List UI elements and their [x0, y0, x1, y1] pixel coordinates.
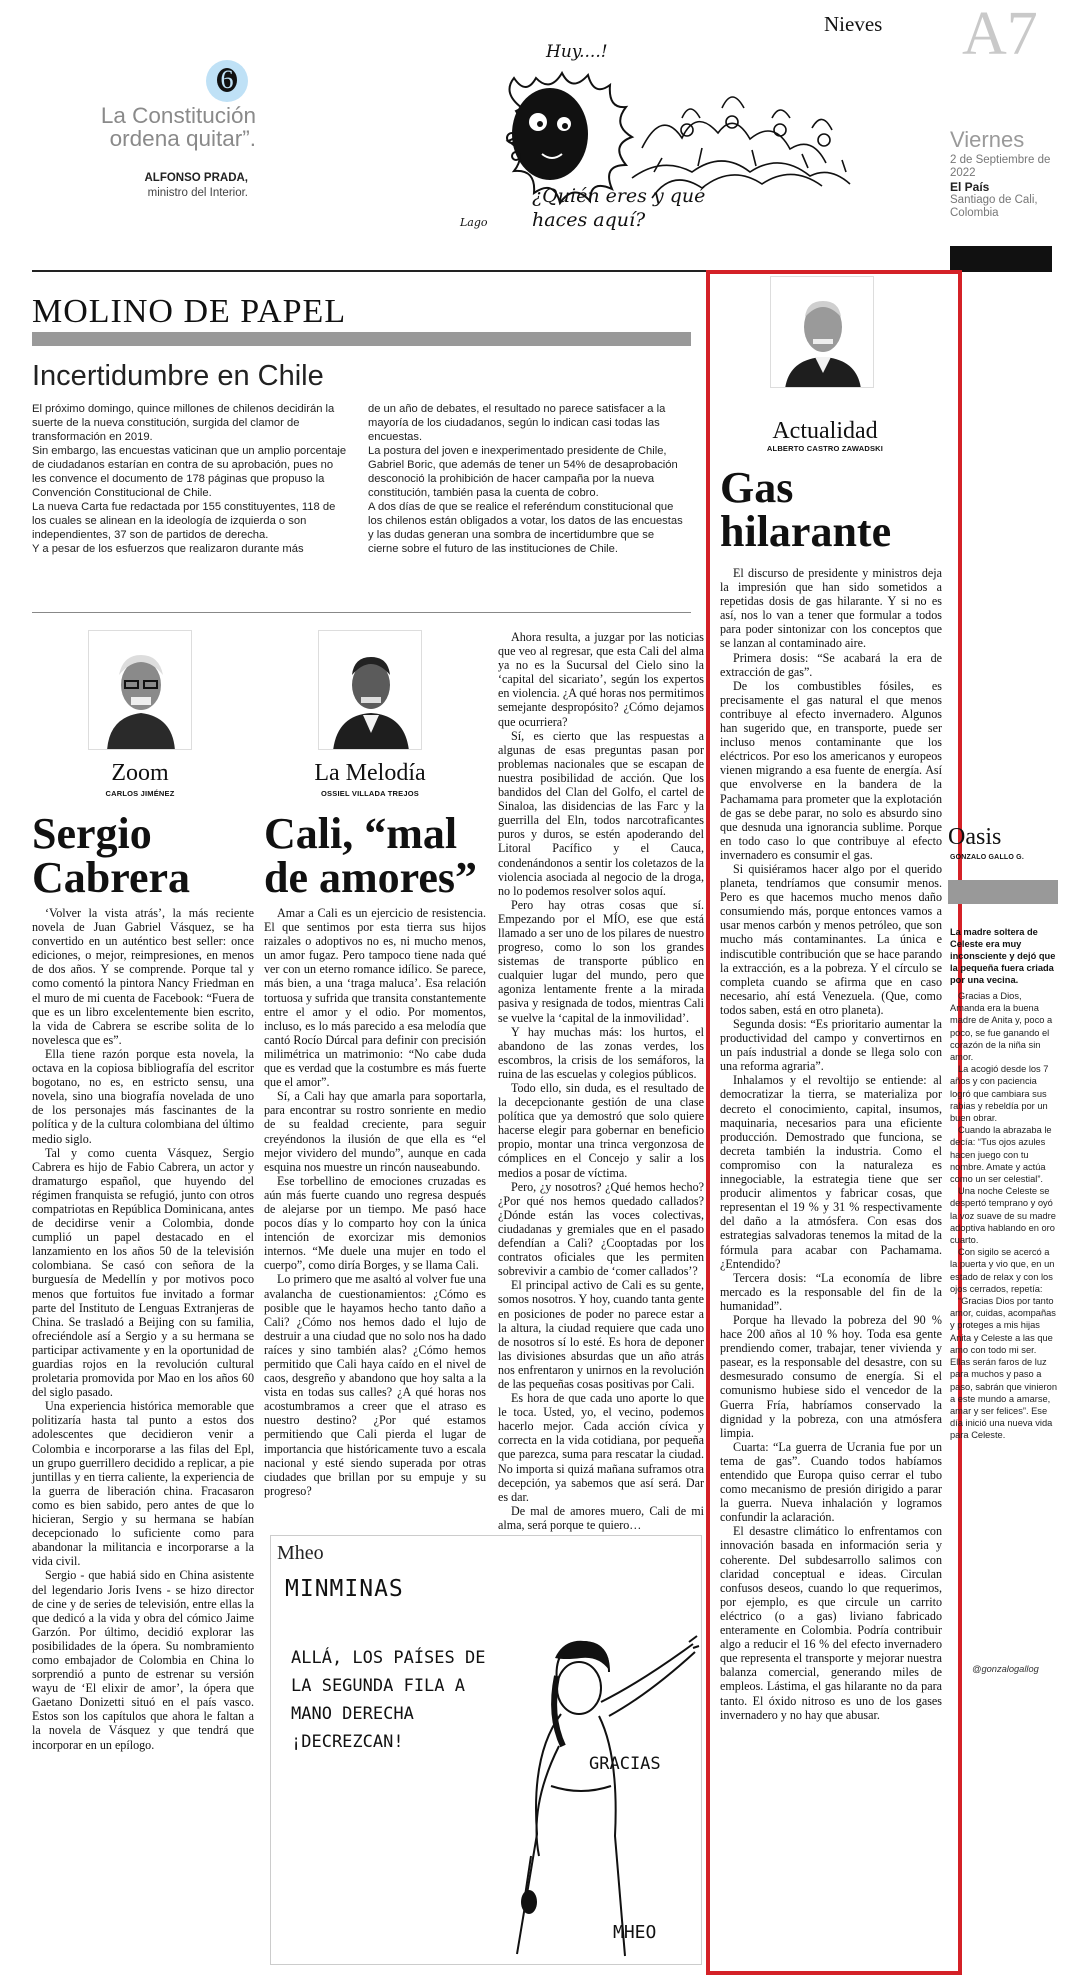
mheo-thanks: GRACIAS: [589, 1754, 661, 1774]
actualidad-paragraph: De los combustibles fósiles, es precisamente el gas natural el que menos contribuye al efecto invernadero. Algunos han sugerido que, en transporte, puede ser incluso menos contaminante que los eléctricos. Por eso los americanos y europeos vienen migrando a esa fuente de energía. Así que envolverse en la bandera de la Pachamama para prometer que la explotación de gas se debe parar, no solo es absurdo sino que desnuda una ignorancia sublime. Porque en todo caso lo que contribuye al efecto invernadero es consumir el gas.: [720, 678, 942, 862]
mheo-cartoon: [270, 1535, 702, 1965]
oasis-paragraph: Cuando la abrazaba le decía: “Tus ojos azules hacen juego con tu nombre. Amate y actúa como un ser celestial”.: [950, 1125, 1052, 1185]
melodia-paragraph: Ahora resulta, a juzgar por las noticias que veo al regresar, que esta Cali del alma ya no es la Sucursal del Cielo sino la ‘capital del sicariato’, según los expertos en violencia. ¿A qué horas nos permitimos semejante despropósito? ¿Cómo dejamos que ocurriera?: [498, 630, 704, 729]
melodia-paragraph: Todo ello, sin duda, es el resultado de la decepcionante gestión de una clase política que ya demostró que solo quiere hacerse elegir para gobernar en beneficio propio, montar una trinca vergonzosa de cómplices en el Concejo y salir a los medios a posar de víctima.: [498, 1081, 704, 1180]
oasis-grey-bar: [948, 880, 1058, 904]
mheo-signature: MHEO: [613, 1922, 657, 1943]
quote-author: ALFONSO PRADA,: [144, 172, 248, 184]
zoom-body: [32, 906, 254, 1752]
quote-icon: 6: [206, 60, 248, 102]
oasis-author: GONZALO GALLO G.: [950, 854, 1024, 861]
melodia-continuation: [498, 630, 704, 1532]
actualidad-paragraph: Inhalamos y el revoltijo se entiende: al democratizar la tierra, se materializa por decreto el conocimiento, capital, insumos, maquinaria, necesarios para una eficiente producción. Demostrado que funciona, se decreta también la industria. Como el compromiso con la naturaleza es innegociable, la estrategia tiene que ser producir alimentos y fabricar cosas, que representan el 19 % y 31 % respectivamente del daño a la atmósfera. Con esas dos estrategias salvadoras tenemos la mitad de la fórmula para acabar con Pachamama. ¿Entendido?: [720, 1073, 942, 1271]
oasis-body: [950, 990, 1058, 1442]
date-text: 2 de Septiembre de 2022: [950, 154, 1051, 179]
quote-text: La Constitución ordena quitar”.: [100, 103, 256, 151]
oasis-handle: @gonzalogallog: [972, 1664, 1039, 1674]
cartoon-signature: Lago: [460, 216, 488, 229]
molino-paragraph: A dos días de que se realice el referéndum constitucional que los chilenos están obligados a votar, los datos de las encuestas y las dudas generan una sombra de incertidumbre que se cierne sobre el futuro de las instituciones de Chile.: [368, 501, 683, 555]
actualidad-paragraph: El desastre climático lo enfrentamos con innovación basada en información seria y coherente. Del subdesarrollo salimos con claridad conceptual e ideas. Circulan confusos deseos, cuando lo que requerimos, por ejemplo, es que circule un carrito eléctrico (o a gas) liviano fabricado enteramente en Colombia. Podría contribuir algo a reducir el 16 % del efecto invernadero que representa el transporte y mejorar nuestra balanza comercial, generando miles de empleos. Lástima, el gas hilarante no da para tanto. El óxido nitroso es uno de los gases invernadero y no hay que abusar.: [720, 1524, 942, 1722]
zoom-column-name: Zoom: [111, 760, 169, 786]
melodia-paragraph: Es hora de que cada uno aporte lo que le toca. Usted, yo, el vecino, podemos hacerlo mejor. Cada acción cívica y correcta en la vida cotidiana, por pequeña que parezca, suma para rescatar la ciudad. No importa si quizá mañana suframos otra decepción, ya sabemos que así será. Dar es dar.: [498, 1391, 704, 1504]
actualidad-paragraph: Tercera dosis: “La economía de libre mercado es la responsable del fin de la humanidad”.: [720, 1270, 942, 1313]
place-text: Santiago de Cali, Colombia: [950, 194, 1038, 219]
quote-role: ministro del Interior.: [147, 187, 248, 199]
molino-bottom-rule: [32, 612, 691, 613]
melodia-paragraph: Pero hay otras cosas que sí. Empezando por el MÍO, ese que está llamado a ser uno de los pilares de nuestro progreso, como lo son los grandes sistemas de transporte público en cualquier lugar del mundo, pero que agoniza lentamente frente a la mirada pasiva y resignada de todos, mientras Cali se vuelve la ‘capital de la inmovilidad’.: [498, 897, 704, 1025]
zoom-paragraph: Sergio - que habiá sido en China asistente del legendario Joris Ivens - se hizo director de cine y de series de televisión, entre ellas la que dedicó a la vida y obra del cómico Jaime Garzón. Por último, decidió explorar las posibilidades de la ópera. Su nombramiento como embajador de Colombia en China lo sorprendió a punto de estrenar su versión wayu de ‘El elixir de amor’, la ópera que Gaetano Donizetti situó en el país vasco. Estos son los capítulos que ahora le faltan a la novela de Vásquez y que tendrá que incorporar en un epílogo.: [32, 1568, 254, 1752]
melodia-column-name: La Melodía: [314, 760, 426, 786]
melodia-author-photo: [318, 630, 422, 750]
zoom-headline: Sergio Cabrera: [32, 809, 191, 902]
actualidad-body: [720, 566, 942, 1722]
paper-name: El País: [950, 180, 990, 194]
molino-paragraph: La postura del joven e inexperimentado presidente de Chile, Gabriel Boric, que además de tener un 54% de desaprobación desconoció la prohibición de hacer campaña por la nueva constitución, también pasa la cuenta de cobro.: [368, 445, 678, 499]
zoom-paragraph: ‘Volver la vista atrás’, la más reciente novela de Juan Gabriel Vásquez, se ha convertido en un auténtico best seller: once ediciones, o mejor, reimpresiones, en menos de dos años. Y se comprende. Porque tal y como comentó la pintora Nancy Friedman en el muro de mi cuenta de Facebook: “Fuera de que es un libro excelentemente bien escrito, la vida de Cabrera se escribe solita de lo novelesca que es”.: [32, 906, 254, 1047]
molino-section-title: MOLINO DE PAPEL: [32, 293, 347, 330]
black-bar: [950, 246, 1052, 272]
page-number: A7: [962, 0, 1038, 68]
oasis-paragraph: Con sigilo se acercó a la puerta y vio que, en un estado de relax y con los ojos cerrados, repetía:: [950, 1247, 1055, 1294]
actualidad-author: ALBERTO CASTRO ZAWADSKI: [766, 444, 884, 453]
molino-grey-bar: [32, 332, 691, 346]
melodia-paragraph: Lo primero que me asaltó al volver fue una avalancha de cuestionamientos: ¿Cómo es posible que le hayamos hecho tanto daño a Cali? ¿Cómo nos hemos dado el lujo de destruir a una ciudad que no solo nos ha dado raíces y sino también alas? ¿Cómo hemos permitido que Cali haya caído en el nivel de caos, desgreño y abandono que hoy salta a la vista en todas sus calles? ¿A qué horas nos acostumbramos a creer que el atraso es nuestro destino? ¿Por qué estamos permitiendo que Cali pierda el lugar de importancia que históricamente tuvo a escala nacional y esté siendo superada por otras ciudades que brillan por su empuje y su progreso?: [264, 1272, 486, 1498]
molino-paragraph: La nueva Carta fue redactada por 155 constituyentes, 118 de los cuales se alinean en la ideología de izquierda o son independientes, 37 son de partidos de derecha.: [32, 501, 336, 541]
actualidad-author-photo: [770, 276, 874, 388]
melodia-paragraph: Ese torbellino de emociones cruzadas es aún más fuerte cuando uno regresa después de alejarse por un tiempo. Me pasó hace pocos días y lo comparto hoy con la única intención de exorcizar mis demonios internos. “Me duele una mujer en todo el cuerpo”, como diría Borges, y se llama Cali.: [264, 1173, 486, 1273]
actualidad-paragraph: Cuarta: “La guerra de Ucrania fue por un tema de gas”. Cuando todos habíamos entendido que Europa quiso cerrar el tubo como mecanismo de presión dirigido a parar la guerra. Nueva inhalación y logramos confundir la aclaración.: [720, 1439, 942, 1525]
actualidad-paragraph: Porque ha llevado la pobreza del 90 % hace 200 años al 10 % hoy. Toda esa gente prendiendo comer, trabajar, tener vivienda y pasear, es la responsable del desastre, con su desmesurado consumo de energía. Si el comunismo hubiese sido el vencedor de la Guerra Fría, habríamos conservado la dignidad y la pobreza, con una atmósfera limpia.: [720, 1312, 942, 1440]
melodia-paragraph: Pero, ¿y nosotros? ¿Qué hemos hecho? ¿Por qué nos hemos quedado callados? ¿Dónde están las voces colectivas, ciudadanas y gremiales que en el pasado defendían a Cali? ¿Cooptadas por los contratos oficiales que les permiten sobrevivir a cambio de ‘comer callados’?: [498, 1179, 704, 1279]
actualidad-paragraph: Si quisiéramos hacer algo por el querido planeta, tendríamos que consumir menos. Pero es que hacemos mucho menos daño consumiendo más, porque entonces vamos a usar menos carbón y menos petróleo, que son mucho más contaminantes. La única e indiscutible contribución que se hace parando la extracción, es a la pobreza. Y el círculo se completa cuando se afirma que en caso necesario, ahí está Venezuela. (Que, como todos saben, está en otro planeta).: [720, 861, 942, 1017]
zoom-paragraph: Ella tiene razón porque esta novela, la octava en la copiosa bibliografía del escritor bogotano, no es, en estricto sensu, una novela, sino una biografía novelada de uno de los personajes más fascinantes de la política y de la cultura colombiana del último medio siglo.: [32, 1046, 254, 1146]
actualidad-headline: Gas hilarante: [720, 463, 892, 556]
molino-paragraph: Y a pesar de los esfuerzos que realizaron durante más: [32, 543, 304, 555]
zoom-paragraph: Una experiencia histórica memorable que politizaría hasta tal punto a estos dos adolescentes que decidieron venir a Colombia e incorporarse a las filas del Epl, un grupo guerrillero decidido a replicar, a pie juntillas y en tierra caliente, la experiencia de la guerra de liberación china. Fracasaron como es bien sabido, pero antes de que lo hicieran, Sergio y su hermana se habían decepcionado lo suficiente como para abandonar la militancia e incorporarse a la vida civil.: [32, 1399, 254, 1569]
cartoon-speech-bottom: ¿Quién eres y qué haces aquí?: [532, 185, 706, 231]
oasis-paragraph: Una noche Celeste se despertó temprano y oyó la voz suave de su madre adoptiva hablando en oro cuarto.: [950, 1186, 1056, 1246]
mheo-title: MINMINAS: [285, 1576, 404, 1602]
actualidad-column-name: Actualidad: [772, 418, 878, 444]
melodia-body: [264, 906, 486, 1498]
mheo-name: Mheo: [277, 1542, 324, 1564]
zoom-author: CARLOS JIMÉNEZ: [105, 789, 175, 798]
cartoon-speech-top: Huy....!: [546, 42, 608, 62]
oasis-column-name: Oasis: [948, 824, 1002, 850]
mheo-speech: ALLÁ, LOS PAÍSES DE LA SEGUNDA FILA A MANO DERECHA ¡DECREZCAN!: [291, 1648, 486, 1752]
melodia-paragraph: De mal de amores muero, Cali de mi alma, será porque te quiero…: [498, 1503, 704, 1532]
melodia-paragraph: Sí, es cierto que las respuestas a algunas de esas preguntas pasan por problemas nacionales que se escapan de nuestra posibilidad de acción. Que los bandidos del Clan del Golfo, el cartel de Sinaloa, las disidencias de las Farc y la guerrilla del Eln, todos narcotraficantes puros y duros, se estén apoderando del Litoral Pacífico y el Cauca, condenándonos a sentir los coletazos de la violencia asociada al negocio de la droga, no lo podemos resolver solos aquí.: [498, 728, 704, 898]
date-block: [950, 128, 1070, 220]
molino-col-2: [368, 402, 686, 556]
zoom-author-photo: [88, 630, 192, 750]
mheo-drawing: [491, 1606, 701, 1962]
molino-paragraph: de un año de debates, el resultado no parece satisfacer a la mayoría de los ciudadanos, según lo indican casi todas las encuestas.: [368, 403, 666, 443]
melodia-paragraph: Amar a Cali es un ejercicio de resistencia. El que sentimos por esta tierra sus hijos raizales o adoptivos no es, ni mucho menos, un amor fugaz. Pero tampoco tiene nada qué ver con un eterno romance idílico. Se parece, más bien, a una ‘traga maluca’. Esa relación tortuosa y sufrida que transita constantemente entre el amor y el odio. Por momentos, incluso, es lo más parecido a esa melodía que cantó Rocío Dúrcal para definir con precisión milimétrica un matrimonio: “No cabe duda que es verdad que la costumbre es más fuerte que el amor”.: [264, 906, 486, 1090]
actualidad-paragraph: El discurso de presidente y ministros deja la impresión que han sido sometidos a repetidas dosis de gas hilarante. Y si no es así, nos lo van a tener que formular a todos para poder sintonizar con los conceptos que se lanzan al contaminado aire.: [720, 566, 942, 651]
oasis-lead: La madre soltera de Celeste era muy inconsciente y dejó que la pequeña fuera criada por una vecina.: [950, 927, 1056, 985]
molino-headline: Incertidumbre en Chile: [32, 360, 324, 392]
melodia-author: OSSIEL VILLADA TREJOS: [321, 789, 419, 798]
molino-col-1: [32, 402, 350, 556]
zoom-paragraph: Tal y como cuenta Vásquez, Sergio Cabrera es hijo de Fabio Cabrera, un actor y dramaturgo español, que huyendo del régimen franquista se refugió, junto con otros compatriotas en República Dominicana, antes de decidirse venir a Colombia, donde cumplió un papel destacado en el lanzamiento en los años 50 de la televisión colombiana. Se casó con señora de la burguesía de Medellín y por motivos poco menos que fortuitos fue invitado a formar parte del Instituto de Lenguas Extranjeras de China. Se trasladó a Beijing con su familia, ofreciéndole así a Sergio y a su hermana se participar activamente y en la oportunidad de guardias rojos en la revolución cultural proletaria promovida por Mao en los años 60 del siglo pasado.: [32, 1145, 254, 1400]
oasis-paragraph: “Gracias Dios por tanto amor, cuidas, acompañas y proteges a mis hijas Anita y Celeste a las que amo con todo mi ser. Ellas serán faros de luz para muchos y paso a paso, sabrán que vinieron a este mundo a amarse, amar y ser felices”. Ese día inició una nueva vida para Celeste.: [950, 1296, 1057, 1441]
melodia-paragraph: Sí, a Cali hay que amarla para soportarla, para encontrar su rostro sonriente en medio de su fealdad creciente, para seguir creyéndonos la ilusión de que ella es “el mejor vividero del mundo”, aunque en cada esquina nos muestre un rincón nauseabundo.: [264, 1089, 486, 1174]
weekday: Viernes: [950, 127, 1025, 152]
melodia-headline: Cali, “mal de amores”: [264, 809, 478, 902]
oasis-paragraph: Gracias a Dios, Amanda era la buena madre de Anita y, poco a poco, se fue ganando el corazón de la niña sin amor.: [950, 991, 1053, 1063]
actualidad-paragraph: Primera dosis: “Se acabará la era de extracción de gas”.: [720, 650, 942, 679]
melodia-paragraph: Y hay muchas más: los hurtos, el abandono de las zonas verdes, los escombros, la crisis de los semáforos, la ruina de las escuelas y colegios públicos.: [498, 1024, 704, 1081]
top-cartoon: [452, 38, 870, 250]
melodia-paragraph: El principal activo de Cali es su gente, somos nosotros. Y hoy, cuando tanta gente en posiciones de poder no parece estar a la altura, la ciudad requiere que cada uno de nosotros sí lo esté. Es hora de deponer las divisiones absurdas que un año atrás nos enfrentaron y unirnos en la revolución de las pequeñas cosas positivas por Cali.: [498, 1278, 704, 1391]
molino-paragraph: Sin embargo, las encuestas vaticinan que un amplio porcentaje de ciudadanos estarían en contra de su aprobación, pues no les convence el documento de 178 páginas que propuso la Convención Constitucional de Chile.: [32, 445, 347, 499]
section-name: Nieves: [824, 12, 883, 36]
actualidad-paragraph: Segunda dosis: “Es prioritario aumentar la productividad del campo y convertirnos en un país industrial a donde se llega solo con una reforma agraria”.: [720, 1017, 942, 1074]
oasis-paragraph: La acogió desde los 7 años y con paciencia logró que cambiara sus rabias y rebeldía por un buen obrar.: [950, 1064, 1049, 1124]
molino-paragraph: El próximo domingo, quince millones de chilenos decidirán la suerte de la nueva constitución, surgida del clamor de transformación en 2019.: [32, 403, 335, 443]
